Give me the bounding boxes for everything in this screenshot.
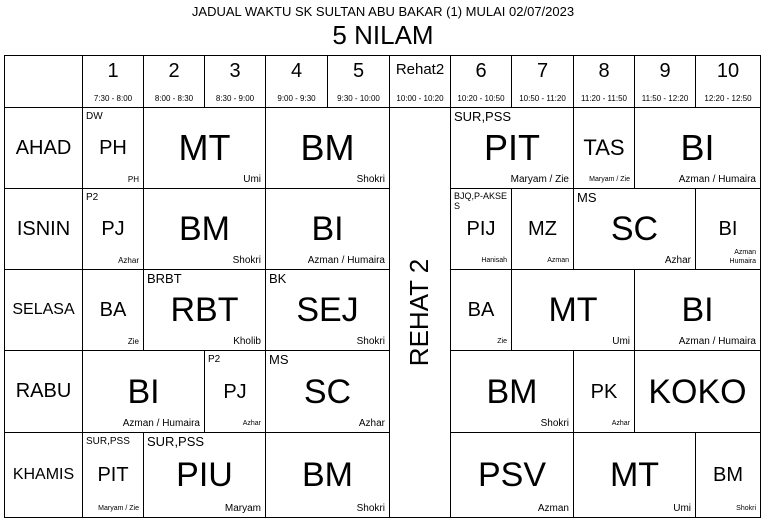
lesson-cell xyxy=(82,269,144,351)
subject-code: BM xyxy=(302,456,353,494)
period-number: Rehat2 xyxy=(395,61,445,78)
lesson-cell xyxy=(82,432,144,518)
teacher-name: Maryam / Zie xyxy=(98,505,139,512)
class-name: 5 NILAM xyxy=(332,20,434,50)
period-header xyxy=(265,55,328,108)
teacher-name: Azman / Humaira xyxy=(122,418,200,429)
period-time: 8:00 - 8:30 xyxy=(154,94,194,103)
subject-code: RBT xyxy=(170,291,239,329)
subject-code: BI xyxy=(680,127,715,168)
period-header xyxy=(573,55,635,108)
period-header xyxy=(204,55,266,108)
period-number: 10 xyxy=(716,60,740,82)
subject-code: MZ xyxy=(528,218,557,240)
lesson-note: SUR,PSS xyxy=(454,109,512,124)
period-number: 6 xyxy=(475,60,487,82)
day-label-cell xyxy=(4,107,83,189)
day-name: KHAMIS xyxy=(12,466,75,483)
teacher-name: Umi xyxy=(612,336,630,347)
period-time: 10:00 - 10:20 xyxy=(396,94,444,103)
day-label-cell xyxy=(4,188,83,270)
period-time: 8:30 - 9:00 xyxy=(215,94,255,103)
period-header xyxy=(327,55,390,108)
teacher-name: Azhar xyxy=(358,418,385,429)
subject-code: PK xyxy=(590,380,618,403)
lesson-cell xyxy=(265,107,390,189)
period-number: 9 xyxy=(659,60,671,82)
subject-code: TAS xyxy=(583,135,625,160)
teacher-name: Maryam / Zie xyxy=(510,174,569,185)
subject-code: SEJ xyxy=(296,291,359,329)
subject-code: BI xyxy=(127,372,160,411)
lesson-cell xyxy=(573,188,696,270)
lesson-cell xyxy=(265,269,390,351)
lesson-cell xyxy=(511,269,635,351)
period-number: 7 xyxy=(536,60,549,82)
lesson-note: MS xyxy=(577,190,597,205)
lesson-cell xyxy=(204,350,266,433)
teacher-name: Shokri xyxy=(232,255,261,266)
lesson-cell xyxy=(450,350,574,433)
day-label-cell xyxy=(4,350,83,433)
lesson-cell xyxy=(82,188,144,270)
period-time: 11:50 - 12:20 xyxy=(641,94,689,103)
teacher-name: Azman xyxy=(547,257,569,264)
subject-code: PH xyxy=(99,137,127,159)
subject-code: KOKO xyxy=(648,372,747,411)
lesson-note: DW xyxy=(86,111,103,122)
lesson-cell xyxy=(634,350,761,433)
subject-code: SC xyxy=(303,372,352,411)
day-label-cell xyxy=(4,269,83,351)
teacher-name: Umi xyxy=(673,503,691,514)
subject-code: BM xyxy=(713,464,743,486)
lesson-cell xyxy=(143,107,266,189)
period-header xyxy=(389,55,451,108)
period-time: 12:20 - 12:50 xyxy=(704,94,752,103)
lesson-cell xyxy=(450,269,512,351)
teacher-name: Azhar xyxy=(118,256,139,265)
period-header xyxy=(450,55,512,108)
lesson-note: P2 xyxy=(208,354,221,365)
lesson-note: BK xyxy=(269,271,287,286)
teacher-name: Shokri xyxy=(356,174,385,185)
lesson-cell xyxy=(143,188,266,270)
period-time: 11:20 - 11:50 xyxy=(581,94,627,103)
lesson-cell xyxy=(634,269,761,351)
subject-code: MT xyxy=(548,291,598,329)
period-time: 9:30 - 10:00 xyxy=(337,94,380,103)
period-time: 7:30 - 8:00 xyxy=(93,94,133,103)
lesson-cell xyxy=(265,350,390,433)
lesson-cell xyxy=(143,432,266,518)
teacher-name: Azhar xyxy=(664,255,691,266)
teacher-name: Umi xyxy=(243,174,261,185)
subject-code: BM xyxy=(179,210,230,248)
teacher-name: Shokri xyxy=(540,418,569,429)
teacher-name: Azman xyxy=(537,503,569,514)
teacher-name: Hanisah xyxy=(481,257,507,264)
period-number: 8 xyxy=(598,60,610,82)
period-number: 4 xyxy=(290,60,303,82)
teacher-name: Zie xyxy=(127,337,139,346)
teacher-name: Shokri xyxy=(356,336,385,347)
period-number: 3 xyxy=(229,60,241,82)
period-header xyxy=(511,55,574,108)
subject-code: PIJ xyxy=(466,218,496,240)
period-header xyxy=(82,55,144,108)
lesson-cell xyxy=(634,107,761,189)
subject-code: SC xyxy=(610,210,659,248)
teacher-name: Kholib xyxy=(233,336,261,347)
lesson-cell xyxy=(82,350,205,433)
day-name: RABU xyxy=(15,380,72,402)
day-label-cell xyxy=(4,432,83,518)
timetable-grid xyxy=(5,56,761,518)
subject-code: BM xyxy=(300,127,355,168)
lesson-note: SUR,PSS xyxy=(147,434,205,449)
subject-code: BA xyxy=(99,299,127,321)
period-header xyxy=(634,55,696,108)
teacher-name: Azman / Humaira xyxy=(678,336,756,347)
lesson-note: BRBT xyxy=(147,271,182,286)
subject-code: PIU xyxy=(176,456,233,494)
lesson-cell xyxy=(695,432,761,518)
teacher-name: Azman / Humaira xyxy=(307,255,385,266)
period-header xyxy=(143,55,205,108)
subject-code: PSV xyxy=(477,456,547,494)
break-label: REHAT 2 xyxy=(404,258,435,367)
subject-code: MT xyxy=(178,127,231,168)
break-label-wrap xyxy=(390,108,450,517)
teacher-name: Azman / Humaira xyxy=(678,174,756,185)
lesson-note: SUR,PSS xyxy=(86,436,130,447)
lesson-cell xyxy=(511,188,574,270)
teacher-name: Azhar xyxy=(242,420,261,427)
period-time: 10:20 - 10:50 xyxy=(457,94,505,103)
subject-code: PJ xyxy=(101,218,125,240)
period-number: 2 xyxy=(168,60,180,82)
lesson-cell xyxy=(450,432,574,518)
lesson-note: BJQ,P-AKSES xyxy=(454,191,508,211)
teacher-name: Zie xyxy=(497,338,507,345)
teacher-name: Maryam / Zie xyxy=(589,176,630,183)
lesson-cell xyxy=(265,432,390,518)
subject-code: BI xyxy=(311,210,344,248)
subject-code: BA xyxy=(467,299,495,321)
lesson-note: P2 xyxy=(86,192,99,203)
lesson-cell xyxy=(450,188,512,270)
lesson-cell xyxy=(573,107,635,189)
lesson-cell xyxy=(82,107,144,189)
period-number: 1 xyxy=(107,60,119,82)
period-time: 10:50 - 11:20 xyxy=(519,94,566,103)
lesson-cell xyxy=(143,269,266,351)
subject-code: BI xyxy=(718,218,738,240)
corner-cell xyxy=(4,55,83,108)
period-number: 5 xyxy=(352,60,365,82)
subject-code: BI xyxy=(681,291,714,329)
period-time: 9:00 - 9:30 xyxy=(277,94,316,103)
subject-code: BM xyxy=(486,372,538,411)
teacher-name: Azhar xyxy=(611,420,630,427)
timetable-title: JADUAL WAKTU SK SULTAN ABU BAKAR (1) MULAI 02/07/2023 xyxy=(191,4,575,19)
day-name: SELASA xyxy=(12,301,75,318)
lesson-cell xyxy=(265,188,390,270)
break-column xyxy=(389,107,451,518)
day-name: ISNIN xyxy=(16,217,71,240)
day-name: AHAD xyxy=(15,136,72,159)
subject-code: PJ xyxy=(223,380,247,403)
teacher-name: Shokri xyxy=(356,503,385,514)
teacher-name: Azman Humaira xyxy=(729,249,756,265)
lesson-cell xyxy=(695,188,761,270)
teacher-name: PH xyxy=(127,175,139,184)
period-header xyxy=(695,55,761,108)
lesson-cell xyxy=(573,432,696,518)
subject-code: PIT xyxy=(97,464,129,486)
teacher-name: Shokri xyxy=(736,505,756,512)
subject-code: MT xyxy=(609,456,660,494)
subject-code: PIT xyxy=(483,127,540,168)
lesson-cell xyxy=(573,350,635,433)
lesson-cell xyxy=(450,107,574,189)
lesson-note: MS xyxy=(269,352,289,367)
teacher-name: Maryam xyxy=(224,503,261,514)
